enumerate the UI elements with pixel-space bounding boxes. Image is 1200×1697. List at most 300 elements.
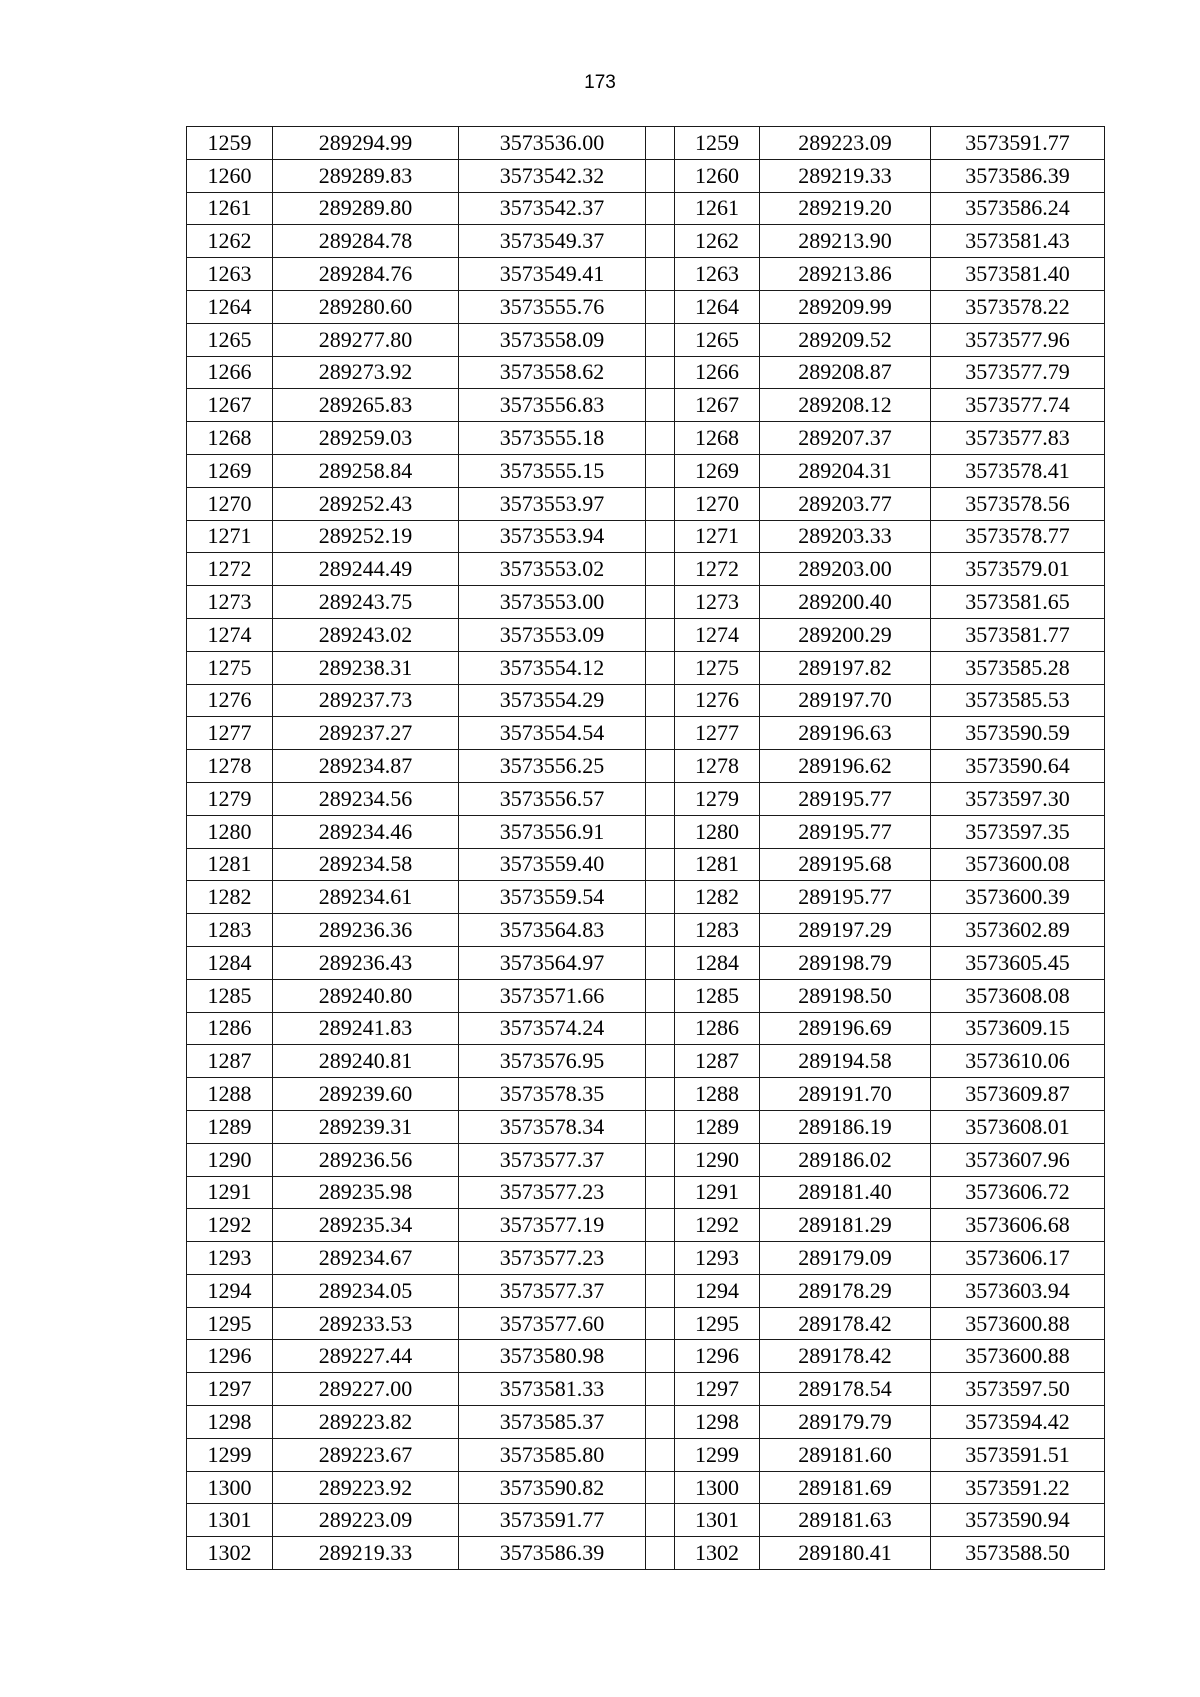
right-y-coordinate-cell: 3573585.28 — [931, 651, 1105, 684]
right-y-coordinate-cell: 3573579.01 — [931, 553, 1105, 586]
left-y-coordinate-cell: 3573585.80 — [459, 1438, 646, 1471]
spacer-cell — [646, 454, 675, 487]
right-x-coordinate-cell: 289181.69 — [760, 1471, 931, 1504]
right-point-id-cell: 1283 — [675, 914, 760, 947]
spacer-cell — [646, 684, 675, 717]
left-x-coordinate-cell: 289237.73 — [273, 684, 459, 717]
left-point-id-cell: 1271 — [187, 520, 273, 553]
left-x-coordinate-cell: 289252.19 — [273, 520, 459, 553]
spacer-cell — [646, 520, 675, 553]
table-row — [187, 1340, 1105, 1373]
right-y-coordinate-cell: 3573591.77 — [931, 127, 1105, 160]
spacer-cell — [646, 1045, 675, 1078]
left-point-id-cell: 1270 — [187, 487, 273, 520]
left-y-coordinate-cell: 3573578.34 — [459, 1110, 646, 1143]
right-y-coordinate-cell: 3573581.40 — [931, 258, 1105, 291]
left-point-id-cell: 1297 — [187, 1373, 273, 1406]
right-point-id-cell: 1288 — [675, 1078, 760, 1111]
left-point-id-cell: 1290 — [187, 1143, 273, 1176]
table-row — [187, 356, 1105, 389]
left-y-coordinate-cell: 3573542.32 — [459, 159, 646, 192]
left-y-coordinate-cell: 3573555.18 — [459, 422, 646, 455]
right-y-coordinate-cell: 3573600.88 — [931, 1307, 1105, 1340]
spacer-cell — [646, 1406, 675, 1439]
right-point-id-cell: 1277 — [675, 717, 760, 750]
right-y-coordinate-cell: 3573591.51 — [931, 1438, 1105, 1471]
right-x-coordinate-cell: 289197.70 — [760, 684, 931, 717]
left-y-coordinate-cell: 3573536.00 — [459, 127, 646, 160]
right-x-coordinate-cell: 289179.79 — [760, 1406, 931, 1439]
left-point-id-cell: 1295 — [187, 1307, 273, 1340]
left-y-coordinate-cell: 3573578.35 — [459, 1078, 646, 1111]
right-point-id-cell: 1261 — [675, 192, 760, 225]
right-y-coordinate-cell: 3573577.83 — [931, 422, 1105, 455]
table-row — [187, 1110, 1105, 1143]
right-point-id-cell: 1279 — [675, 782, 760, 815]
right-y-coordinate-cell: 3573594.42 — [931, 1406, 1105, 1439]
right-x-coordinate-cell: 289200.29 — [760, 618, 931, 651]
table-row — [187, 717, 1105, 750]
left-x-coordinate-cell: 289265.83 — [273, 389, 459, 422]
left-x-coordinate-cell: 289273.92 — [273, 356, 459, 389]
right-point-id-cell: 1281 — [675, 848, 760, 881]
table-row — [187, 389, 1105, 422]
right-point-id-cell: 1275 — [675, 651, 760, 684]
left-x-coordinate-cell: 289238.31 — [273, 651, 459, 684]
right-y-coordinate-cell: 3573591.22 — [931, 1471, 1105, 1504]
right-x-coordinate-cell: 289208.87 — [760, 356, 931, 389]
left-point-id-cell: 1267 — [187, 389, 273, 422]
left-x-coordinate-cell: 289235.34 — [273, 1209, 459, 1242]
right-x-coordinate-cell: 289197.29 — [760, 914, 931, 947]
left-point-id-cell: 1268 — [187, 422, 273, 455]
left-y-coordinate-cell: 3573581.33 — [459, 1373, 646, 1406]
right-point-id-cell: 1299 — [675, 1438, 760, 1471]
right-x-coordinate-cell: 289197.82 — [760, 651, 931, 684]
right-x-coordinate-cell: 289207.37 — [760, 422, 931, 455]
right-x-coordinate-cell: 289198.50 — [760, 979, 931, 1012]
right-x-coordinate-cell: 289200.40 — [760, 586, 931, 619]
right-x-coordinate-cell: 289213.86 — [760, 258, 931, 291]
spacer-cell — [646, 946, 675, 979]
table-row — [187, 586, 1105, 619]
right-x-coordinate-cell: 289208.12 — [760, 389, 931, 422]
table-row — [187, 487, 1105, 520]
left-point-id-cell: 1279 — [187, 782, 273, 815]
left-point-id-cell: 1264 — [187, 290, 273, 323]
right-y-coordinate-cell: 3573578.56 — [931, 487, 1105, 520]
right-x-coordinate-cell: 289203.00 — [760, 553, 931, 586]
table-row — [187, 1209, 1105, 1242]
right-x-coordinate-cell: 289179.09 — [760, 1242, 931, 1275]
right-point-id-cell: 1265 — [675, 323, 760, 356]
left-point-id-cell: 1293 — [187, 1242, 273, 1275]
left-point-id-cell: 1292 — [187, 1209, 273, 1242]
right-x-coordinate-cell: 289198.79 — [760, 946, 931, 979]
right-point-id-cell: 1293 — [675, 1242, 760, 1275]
right-x-coordinate-cell: 289196.62 — [760, 750, 931, 783]
left-x-coordinate-cell: 289277.80 — [273, 323, 459, 356]
right-x-coordinate-cell: 289195.77 — [760, 881, 931, 914]
table-row — [187, 684, 1105, 717]
left-x-coordinate-cell: 289239.60 — [273, 1078, 459, 1111]
spacer-cell — [646, 356, 675, 389]
left-point-id-cell: 1291 — [187, 1176, 273, 1209]
right-point-id-cell: 1285 — [675, 979, 760, 1012]
right-x-coordinate-cell: 289204.31 — [760, 454, 931, 487]
left-x-coordinate-cell: 289233.53 — [273, 1307, 459, 1340]
spacer-cell — [646, 717, 675, 750]
right-x-coordinate-cell: 289195.77 — [760, 782, 931, 815]
left-x-coordinate-cell: 289240.81 — [273, 1045, 459, 1078]
right-y-coordinate-cell: 3573581.65 — [931, 586, 1105, 619]
right-point-id-cell: 1300 — [675, 1471, 760, 1504]
left-point-id-cell: 1282 — [187, 881, 273, 914]
table-row — [187, 422, 1105, 455]
right-y-coordinate-cell: 3573577.74 — [931, 389, 1105, 422]
left-x-coordinate-cell: 289234.87 — [273, 750, 459, 783]
right-y-coordinate-cell: 3573609.87 — [931, 1078, 1105, 1111]
left-x-coordinate-cell: 289237.27 — [273, 717, 459, 750]
table-row — [187, 553, 1105, 586]
left-point-id-cell: 1272 — [187, 553, 273, 586]
right-point-id-cell: 1274 — [675, 618, 760, 651]
left-y-coordinate-cell: 3573577.23 — [459, 1242, 646, 1275]
left-x-coordinate-cell: 289223.92 — [273, 1471, 459, 1504]
right-y-coordinate-cell: 3573586.24 — [931, 192, 1105, 225]
left-y-coordinate-cell: 3573556.25 — [459, 750, 646, 783]
left-y-coordinate-cell: 3573542.37 — [459, 192, 646, 225]
left-x-coordinate-cell: 289239.31 — [273, 1110, 459, 1143]
table-row — [187, 454, 1105, 487]
table-row — [187, 881, 1105, 914]
left-point-id-cell: 1276 — [187, 684, 273, 717]
left-x-coordinate-cell: 289223.09 — [273, 1504, 459, 1537]
spacer-cell — [646, 1078, 675, 1111]
right-x-coordinate-cell: 289186.02 — [760, 1143, 931, 1176]
right-y-coordinate-cell: 3573586.39 — [931, 159, 1105, 192]
left-point-id-cell: 1298 — [187, 1406, 273, 1439]
left-y-coordinate-cell: 3573556.83 — [459, 389, 646, 422]
right-point-id-cell: 1268 — [675, 422, 760, 455]
right-point-id-cell: 1291 — [675, 1176, 760, 1209]
table-row — [187, 651, 1105, 684]
left-x-coordinate-cell: 289289.80 — [273, 192, 459, 225]
spacer-cell — [646, 159, 675, 192]
left-x-coordinate-cell: 289223.67 — [273, 1438, 459, 1471]
right-point-id-cell: 1271 — [675, 520, 760, 553]
left-point-id-cell: 1288 — [187, 1078, 273, 1111]
left-y-coordinate-cell: 3573571.66 — [459, 979, 646, 1012]
right-x-coordinate-cell: 289186.19 — [760, 1110, 931, 1143]
right-x-coordinate-cell: 289181.40 — [760, 1176, 931, 1209]
left-y-coordinate-cell: 3573549.37 — [459, 225, 646, 258]
spacer-cell — [646, 881, 675, 914]
left-y-coordinate-cell: 3573553.97 — [459, 487, 646, 520]
left-point-id-cell: 1286 — [187, 1012, 273, 1045]
right-x-coordinate-cell: 289195.68 — [760, 848, 931, 881]
right-point-id-cell: 1290 — [675, 1143, 760, 1176]
right-point-id-cell: 1262 — [675, 225, 760, 258]
spacer-cell — [646, 1012, 675, 1045]
left-y-coordinate-cell: 3573591.77 — [459, 1504, 646, 1537]
left-point-id-cell: 1266 — [187, 356, 273, 389]
left-y-coordinate-cell: 3573574.24 — [459, 1012, 646, 1045]
table-row — [187, 290, 1105, 323]
left-point-id-cell: 1299 — [187, 1438, 273, 1471]
right-y-coordinate-cell: 3573607.96 — [931, 1143, 1105, 1176]
spacer-cell — [646, 553, 675, 586]
table-row — [187, 782, 1105, 815]
left-point-id-cell: 1287 — [187, 1045, 273, 1078]
right-x-coordinate-cell: 289180.41 — [760, 1537, 931, 1570]
right-y-coordinate-cell: 3573609.15 — [931, 1012, 1105, 1045]
right-point-id-cell: 1269 — [675, 454, 760, 487]
right-y-coordinate-cell: 3573600.39 — [931, 881, 1105, 914]
left-y-coordinate-cell: 3573555.15 — [459, 454, 646, 487]
left-point-id-cell: 1265 — [187, 323, 273, 356]
right-y-coordinate-cell: 3573610.06 — [931, 1045, 1105, 1078]
right-x-coordinate-cell: 289219.33 — [760, 159, 931, 192]
left-x-coordinate-cell: 289244.49 — [273, 553, 459, 586]
left-point-id-cell: 1283 — [187, 914, 273, 947]
spacer-cell — [646, 1274, 675, 1307]
left-x-coordinate-cell: 289234.67 — [273, 1242, 459, 1275]
right-x-coordinate-cell: 289203.33 — [760, 520, 931, 553]
table-row — [187, 258, 1105, 291]
left-y-coordinate-cell: 3573553.09 — [459, 618, 646, 651]
left-x-coordinate-cell: 289234.58 — [273, 848, 459, 881]
coordinates-table — [186, 126, 1105, 1570]
right-y-coordinate-cell: 3573600.88 — [931, 1340, 1105, 1373]
right-point-id-cell: 1270 — [675, 487, 760, 520]
right-x-coordinate-cell: 289196.69 — [760, 1012, 931, 1045]
right-x-coordinate-cell: 289178.54 — [760, 1373, 931, 1406]
left-y-coordinate-cell: 3573553.94 — [459, 520, 646, 553]
left-x-coordinate-cell: 289236.56 — [273, 1143, 459, 1176]
right-point-id-cell: 1264 — [675, 290, 760, 323]
left-point-id-cell: 1263 — [187, 258, 273, 291]
spacer-cell — [646, 1242, 675, 1275]
table-row — [187, 1012, 1105, 1045]
spacer-cell — [646, 782, 675, 815]
right-point-id-cell: 1297 — [675, 1373, 760, 1406]
table-row — [187, 848, 1105, 881]
left-x-coordinate-cell: 289284.76 — [273, 258, 459, 291]
right-y-coordinate-cell: 3573578.41 — [931, 454, 1105, 487]
right-x-coordinate-cell: 289181.60 — [760, 1438, 931, 1471]
right-point-id-cell: 1298 — [675, 1406, 760, 1439]
left-point-id-cell: 1280 — [187, 815, 273, 848]
right-point-id-cell: 1289 — [675, 1110, 760, 1143]
table-row — [187, 192, 1105, 225]
right-point-id-cell: 1263 — [675, 258, 760, 291]
right-y-coordinate-cell: 3573606.68 — [931, 1209, 1105, 1242]
right-y-coordinate-cell: 3573603.94 — [931, 1274, 1105, 1307]
right-x-coordinate-cell: 289213.90 — [760, 225, 931, 258]
left-point-id-cell: 1296 — [187, 1340, 273, 1373]
right-x-coordinate-cell: 289194.58 — [760, 1045, 931, 1078]
spacer-cell — [646, 487, 675, 520]
table-row — [187, 1045, 1105, 1078]
left-x-coordinate-cell: 289227.00 — [273, 1373, 459, 1406]
right-x-coordinate-cell: 289223.09 — [760, 127, 931, 160]
left-x-coordinate-cell: 289252.43 — [273, 487, 459, 520]
left-point-id-cell: 1278 — [187, 750, 273, 783]
table-row — [187, 750, 1105, 783]
spacer-cell — [646, 258, 675, 291]
table-row — [187, 127, 1105, 160]
spacer-cell — [646, 1373, 675, 1406]
right-x-coordinate-cell: 289181.63 — [760, 1504, 931, 1537]
table-row — [187, 1176, 1105, 1209]
right-y-coordinate-cell: 3573602.89 — [931, 914, 1105, 947]
right-point-id-cell: 1282 — [675, 881, 760, 914]
spacer-cell — [646, 914, 675, 947]
spacer-cell — [646, 815, 675, 848]
left-point-id-cell: 1260 — [187, 159, 273, 192]
left-point-id-cell: 1261 — [187, 192, 273, 225]
left-y-coordinate-cell: 3573554.54 — [459, 717, 646, 750]
left-y-coordinate-cell: 3573586.39 — [459, 1537, 646, 1570]
table-row — [187, 914, 1105, 947]
right-point-id-cell: 1280 — [675, 815, 760, 848]
left-point-id-cell: 1277 — [187, 717, 273, 750]
right-x-coordinate-cell: 289196.63 — [760, 717, 931, 750]
right-y-coordinate-cell: 3573590.59 — [931, 717, 1105, 750]
left-y-coordinate-cell: 3573559.40 — [459, 848, 646, 881]
right-y-coordinate-cell: 3573597.30 — [931, 782, 1105, 815]
table-row — [187, 323, 1105, 356]
spacer-cell — [646, 192, 675, 225]
right-y-coordinate-cell: 3573581.77 — [931, 618, 1105, 651]
left-x-coordinate-cell: 289241.83 — [273, 1012, 459, 1045]
table-row — [187, 979, 1105, 1012]
right-point-id-cell: 1278 — [675, 750, 760, 783]
left-point-id-cell: 1274 — [187, 618, 273, 651]
table-row — [187, 1537, 1105, 1570]
left-point-id-cell: 1302 — [187, 1537, 273, 1570]
table-row — [187, 225, 1105, 258]
left-point-id-cell: 1275 — [187, 651, 273, 684]
right-y-coordinate-cell: 3573608.08 — [931, 979, 1105, 1012]
spacer-cell — [646, 586, 675, 619]
right-y-coordinate-cell: 3573578.77 — [931, 520, 1105, 553]
right-y-coordinate-cell: 3573597.50 — [931, 1373, 1105, 1406]
left-point-id-cell: 1285 — [187, 979, 273, 1012]
left-y-coordinate-cell: 3573580.98 — [459, 1340, 646, 1373]
spacer-cell — [646, 1143, 675, 1176]
left-y-coordinate-cell: 3573577.19 — [459, 1209, 646, 1242]
right-x-coordinate-cell: 289178.42 — [760, 1340, 931, 1373]
left-y-coordinate-cell: 3573554.29 — [459, 684, 646, 717]
left-point-id-cell: 1301 — [187, 1504, 273, 1537]
spacer-cell — [646, 651, 675, 684]
left-x-coordinate-cell: 289234.05 — [273, 1274, 459, 1307]
spacer-cell — [646, 389, 675, 422]
left-x-coordinate-cell: 289219.33 — [273, 1537, 459, 1570]
left-point-id-cell: 1294 — [187, 1274, 273, 1307]
left-y-coordinate-cell: 3573590.82 — [459, 1471, 646, 1504]
left-point-id-cell: 1273 — [187, 586, 273, 619]
right-x-coordinate-cell: 289178.42 — [760, 1307, 931, 1340]
spacer-cell — [646, 979, 675, 1012]
left-x-coordinate-cell: 289243.02 — [273, 618, 459, 651]
table-row — [187, 946, 1105, 979]
table-row — [187, 815, 1105, 848]
spacer-cell — [646, 848, 675, 881]
spacer-cell — [646, 1209, 675, 1242]
table-row — [187, 1242, 1105, 1275]
left-y-coordinate-cell: 3573576.95 — [459, 1045, 646, 1078]
right-point-id-cell: 1259 — [675, 127, 760, 160]
left-x-coordinate-cell: 289243.75 — [273, 586, 459, 619]
spacer-cell — [646, 1504, 675, 1537]
left-x-coordinate-cell: 289234.61 — [273, 881, 459, 914]
right-x-coordinate-cell: 289178.29 — [760, 1274, 931, 1307]
table-row — [187, 1274, 1105, 1307]
spacer-cell — [646, 290, 675, 323]
right-y-coordinate-cell: 3573590.94 — [931, 1504, 1105, 1537]
left-point-id-cell: 1262 — [187, 225, 273, 258]
right-point-id-cell: 1302 — [675, 1537, 760, 1570]
spacer-cell — [646, 1340, 675, 1373]
table-row — [187, 1143, 1105, 1176]
left-y-coordinate-cell: 3573549.41 — [459, 258, 646, 291]
left-y-coordinate-cell: 3573559.54 — [459, 881, 646, 914]
left-y-coordinate-cell: 3573558.62 — [459, 356, 646, 389]
left-x-coordinate-cell: 289236.43 — [273, 946, 459, 979]
table-row — [187, 1406, 1105, 1439]
left-y-coordinate-cell: 3573577.60 — [459, 1307, 646, 1340]
left-x-coordinate-cell: 289227.44 — [273, 1340, 459, 1373]
table-row — [187, 1078, 1105, 1111]
left-y-coordinate-cell: 3573585.37 — [459, 1406, 646, 1439]
right-x-coordinate-cell: 289209.52 — [760, 323, 931, 356]
left-x-coordinate-cell: 289289.83 — [273, 159, 459, 192]
right-y-coordinate-cell: 3573578.22 — [931, 290, 1105, 323]
right-x-coordinate-cell: 289191.70 — [760, 1078, 931, 1111]
right-point-id-cell: 1294 — [675, 1274, 760, 1307]
left-x-coordinate-cell: 289223.82 — [273, 1406, 459, 1439]
left-y-coordinate-cell: 3573564.83 — [459, 914, 646, 947]
left-x-coordinate-cell: 289284.78 — [273, 225, 459, 258]
right-point-id-cell: 1292 — [675, 1209, 760, 1242]
left-x-coordinate-cell: 289236.36 — [273, 914, 459, 947]
left-x-coordinate-cell: 289258.84 — [273, 454, 459, 487]
table-row — [187, 520, 1105, 553]
left-y-coordinate-cell: 3573577.37 — [459, 1143, 646, 1176]
right-point-id-cell: 1273 — [675, 586, 760, 619]
right-y-coordinate-cell: 3573577.96 — [931, 323, 1105, 356]
right-y-coordinate-cell: 3573597.35 — [931, 815, 1105, 848]
spacer-cell — [646, 1176, 675, 1209]
right-point-id-cell: 1272 — [675, 553, 760, 586]
spacer-cell — [646, 1438, 675, 1471]
right-point-id-cell: 1295 — [675, 1307, 760, 1340]
right-y-coordinate-cell: 3573585.53 — [931, 684, 1105, 717]
left-x-coordinate-cell: 289234.46 — [273, 815, 459, 848]
spacer-cell — [646, 422, 675, 455]
right-y-coordinate-cell: 3573590.64 — [931, 750, 1105, 783]
left-y-coordinate-cell: 3573553.02 — [459, 553, 646, 586]
spacer-cell — [646, 1110, 675, 1143]
right-x-coordinate-cell: 289203.77 — [760, 487, 931, 520]
right-point-id-cell: 1267 — [675, 389, 760, 422]
left-y-coordinate-cell: 3573556.91 — [459, 815, 646, 848]
table-row — [187, 1438, 1105, 1471]
right-x-coordinate-cell: 289209.99 — [760, 290, 931, 323]
